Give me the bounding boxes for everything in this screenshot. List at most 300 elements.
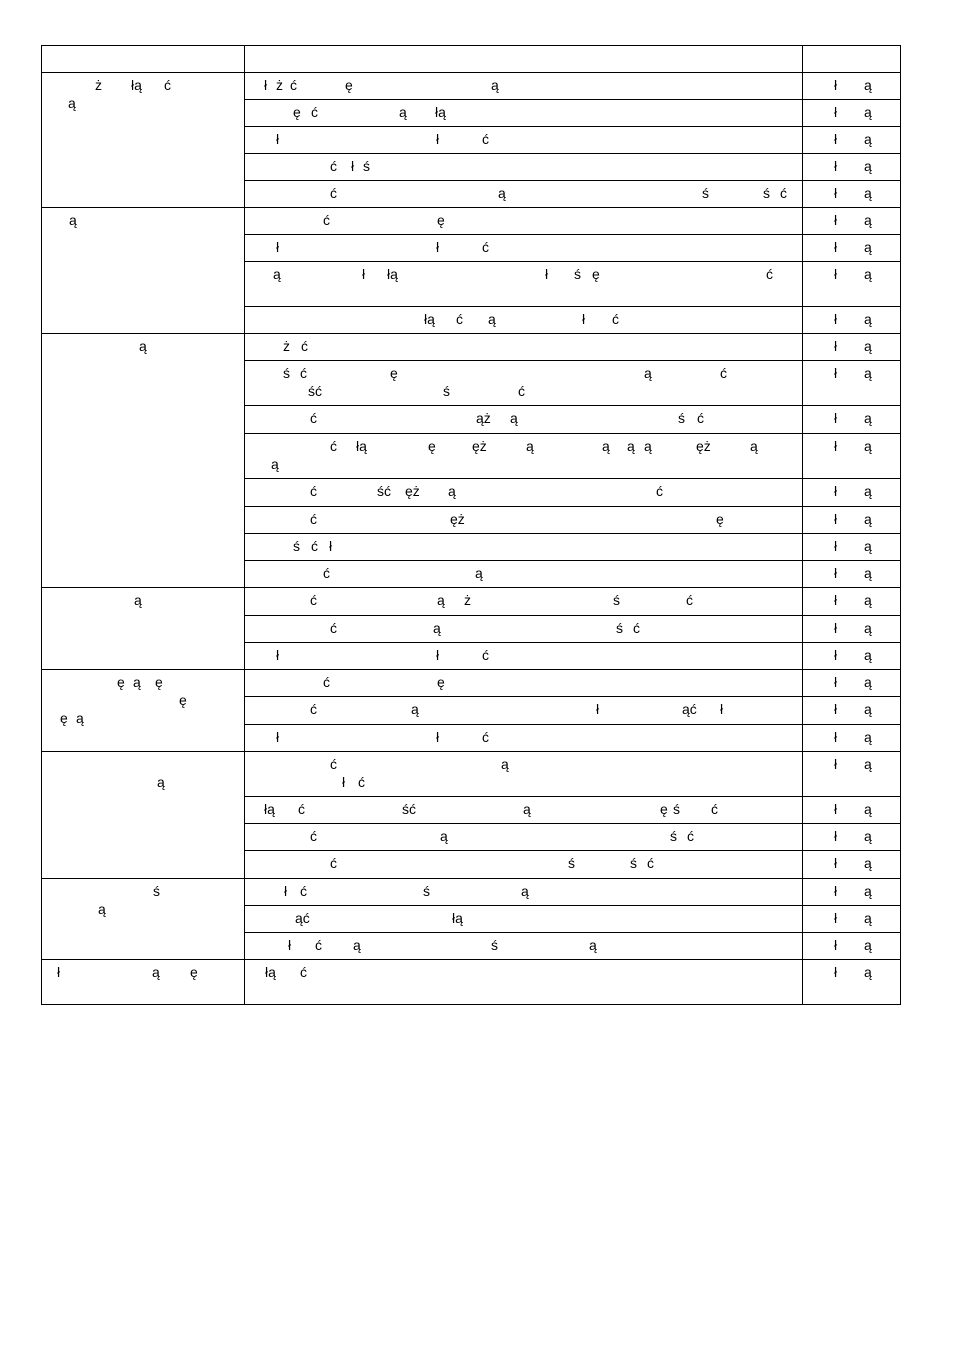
description-text xyxy=(245,127,802,153)
cell-text: ć xyxy=(300,964,307,980)
cell-text: ł xyxy=(834,158,838,174)
cell-text: ć xyxy=(720,365,727,381)
description-text xyxy=(245,235,802,261)
cell-text: ą xyxy=(644,438,652,454)
cell-text: ę xyxy=(190,964,198,980)
cell-text: łą xyxy=(435,104,446,120)
cell-text: ą xyxy=(864,828,872,844)
cell-text: ą xyxy=(491,77,499,93)
description-text xyxy=(245,181,802,207)
table-row xyxy=(42,588,901,616)
description-cell xyxy=(245,507,803,534)
cell-text: ć xyxy=(310,592,317,608)
description-text xyxy=(245,534,802,560)
description-cell xyxy=(245,588,803,616)
cell-text: ą xyxy=(475,565,483,581)
cell-text: ą xyxy=(644,365,652,381)
value-text xyxy=(803,561,900,587)
cell-text: ł xyxy=(264,77,268,93)
cell-text: ł xyxy=(834,674,838,690)
cell-text: ą xyxy=(864,538,872,554)
description-text xyxy=(245,334,802,360)
cell-text: ą xyxy=(864,338,872,354)
cell-text: ć xyxy=(300,883,307,899)
cell-text: ą xyxy=(602,438,610,454)
value-cell xyxy=(803,797,901,824)
cell-text: ć xyxy=(323,212,330,228)
value-cell xyxy=(803,127,901,154)
description-text xyxy=(245,824,802,850)
cell-text: ć xyxy=(310,828,317,844)
cell-text: ś xyxy=(630,855,637,871)
cell-text: ś xyxy=(763,185,770,201)
value-text xyxy=(803,154,900,180)
cell-text: ł xyxy=(834,365,838,381)
cell-text: ą xyxy=(864,266,872,282)
value-text xyxy=(803,73,900,99)
cell-text: ą xyxy=(864,212,872,228)
description-cell xyxy=(245,307,803,334)
cell-text: ą xyxy=(864,511,872,527)
value-cell xyxy=(803,616,901,643)
cell-text: ą xyxy=(134,592,142,608)
cell-text: ęż xyxy=(472,438,487,454)
value-cell xyxy=(803,960,901,1005)
cell-text: ł xyxy=(276,729,280,745)
cell-text: ę xyxy=(437,212,445,228)
cell-text: ś xyxy=(670,828,677,844)
value-text xyxy=(803,670,900,696)
cell-text: ł xyxy=(834,338,838,354)
cell-text: ą xyxy=(864,311,872,327)
value-text xyxy=(803,181,900,207)
category-label xyxy=(42,334,244,587)
cell-text: ą xyxy=(98,901,106,917)
value-cell xyxy=(803,361,901,406)
value-cell xyxy=(803,73,901,100)
cell-text: ść xyxy=(308,383,322,399)
cell-text: ą xyxy=(433,620,441,636)
description-text xyxy=(245,588,802,615)
category-cell xyxy=(42,670,245,752)
cell-text: ć xyxy=(323,565,330,581)
description-text xyxy=(245,960,802,1004)
value-text xyxy=(803,127,900,153)
value-text xyxy=(803,933,900,959)
cell-text: ą xyxy=(864,674,872,690)
cell-text: ć xyxy=(310,410,317,426)
cell-text: ć xyxy=(330,438,337,454)
cell-text: ś xyxy=(574,266,581,282)
cell-text: ś xyxy=(702,185,709,201)
value-cell xyxy=(803,406,901,434)
cell-text: ą xyxy=(157,774,165,790)
value-cell xyxy=(803,235,901,262)
cell-text: ą xyxy=(864,937,872,953)
value-cell xyxy=(803,725,901,752)
description-text xyxy=(245,697,802,724)
description-cell xyxy=(245,616,803,643)
cell-text: ć xyxy=(482,729,489,745)
value-cell xyxy=(803,334,901,361)
cell-text: ą xyxy=(864,158,872,174)
description-cell xyxy=(245,262,803,307)
cell-text: ą xyxy=(864,801,872,817)
cell-text: ł xyxy=(834,438,838,454)
cell-text: ł xyxy=(834,538,838,554)
description-text xyxy=(245,797,802,823)
cell-text: ąć xyxy=(295,910,310,926)
cell-text: ł xyxy=(834,483,838,499)
value-text xyxy=(803,643,900,669)
cell-text: ęż xyxy=(405,483,420,499)
description-cell xyxy=(245,824,803,851)
cell-text: ł xyxy=(834,910,838,926)
cell-text: ą xyxy=(133,674,141,690)
cell-text: ą xyxy=(864,756,872,772)
cell-text: ć xyxy=(330,158,337,174)
value-cell xyxy=(803,534,901,561)
cell-text: ć xyxy=(482,131,489,147)
cell-text: ą xyxy=(864,104,872,120)
category-cell xyxy=(42,879,245,960)
cell-text: ć xyxy=(330,620,337,636)
cell-text: ł xyxy=(834,511,838,527)
value-cell xyxy=(803,851,901,879)
cell-text: ć xyxy=(358,774,365,790)
description-cell xyxy=(245,479,803,507)
description-cell xyxy=(245,154,803,181)
cell-text: ł xyxy=(276,239,280,255)
table-row xyxy=(42,670,901,697)
cell-text: ą xyxy=(864,964,872,980)
cell-text: ę xyxy=(390,365,398,381)
value-cell xyxy=(803,208,901,235)
cell-text: ą xyxy=(864,910,872,926)
cell-text: ę xyxy=(293,104,301,120)
category-label xyxy=(42,960,244,1004)
cell-text: ć xyxy=(612,311,619,327)
cell-text: ą xyxy=(76,710,84,726)
description-cell xyxy=(245,960,803,1005)
cell-text: ś xyxy=(678,410,685,426)
cell-text: ę xyxy=(437,674,445,690)
description-text xyxy=(245,906,802,932)
value-cell xyxy=(803,697,901,725)
value-text xyxy=(803,507,900,533)
description-cell xyxy=(245,334,803,361)
cell-text: ł xyxy=(342,774,346,790)
cell-text: ć xyxy=(310,511,317,527)
cell-text: ł xyxy=(834,964,838,980)
cell-text: ż xyxy=(276,77,283,93)
description-text xyxy=(245,879,802,905)
cell-text: ć xyxy=(311,104,318,120)
cell-text: ć xyxy=(315,937,322,953)
cell-text: ś xyxy=(293,538,300,554)
value-cell xyxy=(803,181,901,208)
cell-text: ą xyxy=(864,131,872,147)
value-cell xyxy=(803,933,901,960)
category-label xyxy=(42,879,244,959)
description-text xyxy=(245,154,802,180)
table-row xyxy=(42,960,901,1005)
table-row xyxy=(42,208,901,235)
cell-text: ć xyxy=(647,855,654,871)
cell-text: ę xyxy=(716,511,724,527)
value-cell xyxy=(803,479,901,507)
cell-text: ś xyxy=(491,937,498,953)
category-label xyxy=(42,208,244,333)
value-cell xyxy=(803,434,901,479)
cell-text: ą xyxy=(498,185,506,201)
value-text xyxy=(803,262,900,306)
cell-text: ć xyxy=(482,239,489,255)
cell-text: ą xyxy=(864,365,872,381)
cell-text: ć xyxy=(310,701,317,717)
value-text xyxy=(803,534,900,560)
cell-text: ł xyxy=(834,620,838,636)
cell-text: łą xyxy=(387,266,398,282)
description-cell xyxy=(245,643,803,670)
cell-text: ł xyxy=(545,266,549,282)
cell-text: ą xyxy=(440,828,448,844)
cell-text: ę xyxy=(117,674,125,690)
cell-text: ą xyxy=(864,483,872,499)
cell-text: ł xyxy=(834,185,838,201)
description-text xyxy=(245,307,802,333)
cell-text: ż xyxy=(464,592,471,608)
cell-text: ł xyxy=(834,883,838,899)
cell-text: ą xyxy=(448,483,456,499)
cell-text: ć xyxy=(697,410,704,426)
value-cell xyxy=(803,879,901,906)
description-cell xyxy=(245,725,803,752)
cell-text: ł xyxy=(276,131,280,147)
header-cell-value xyxy=(803,46,901,73)
category-label xyxy=(42,670,244,751)
cell-text: ł xyxy=(834,701,838,717)
cell-text: ęż xyxy=(696,438,711,454)
cell-text: ł xyxy=(834,266,838,282)
cell-text: ł xyxy=(834,311,838,327)
cell-text: ą xyxy=(864,438,872,454)
description-text xyxy=(245,361,802,405)
description-cell xyxy=(245,208,803,235)
category-cell xyxy=(42,73,245,208)
cell-text: ą xyxy=(864,620,872,636)
cell-text: ą xyxy=(864,239,872,255)
cell-text: ć xyxy=(633,620,640,636)
description-text xyxy=(245,851,802,878)
table-body xyxy=(42,46,901,1005)
cell-text: ć xyxy=(310,483,317,499)
cell-text: ł xyxy=(436,239,440,255)
value-text xyxy=(803,797,900,823)
cell-text: ą xyxy=(864,855,872,871)
category-cell xyxy=(42,960,245,1005)
category-cell xyxy=(42,752,245,879)
value-cell xyxy=(803,670,901,697)
cell-text: ł xyxy=(288,937,292,953)
description-cell xyxy=(245,561,803,588)
value-cell xyxy=(803,100,901,127)
cell-text: łą xyxy=(424,311,435,327)
value-cell xyxy=(803,752,901,797)
category-label xyxy=(42,752,244,878)
cell-text: ł xyxy=(834,104,838,120)
cell-text: ł xyxy=(351,158,355,174)
cell-text: ł xyxy=(834,756,838,772)
description-cell xyxy=(245,73,803,100)
cell-text: ł xyxy=(582,311,586,327)
category-label xyxy=(42,588,244,669)
value-text xyxy=(803,307,900,333)
cell-text: ą xyxy=(353,937,361,953)
cell-text: ą xyxy=(864,883,872,899)
description-cell xyxy=(245,181,803,208)
cell-text: ć xyxy=(686,592,693,608)
cell-text: ś xyxy=(283,365,290,381)
cell-text: ć xyxy=(330,756,337,772)
cell-text: ę xyxy=(592,266,600,282)
description-cell xyxy=(245,235,803,262)
cell-text: ą xyxy=(68,95,76,111)
description-text xyxy=(245,479,802,506)
table-row xyxy=(42,73,901,100)
description-cell xyxy=(245,361,803,406)
cell-text: ą xyxy=(501,756,509,772)
cell-text: ł xyxy=(834,855,838,871)
cell-text: ą xyxy=(750,438,758,454)
cell-text: ę xyxy=(179,692,187,708)
table-row xyxy=(42,752,901,797)
cell-text: ą xyxy=(399,104,407,120)
cell-text: ć xyxy=(330,185,337,201)
value-cell xyxy=(803,561,901,588)
cell-text: ę xyxy=(155,674,163,690)
value-text xyxy=(803,406,900,433)
cell-text: ą xyxy=(864,701,872,717)
cell-text: ą xyxy=(437,592,445,608)
cell-text: ś xyxy=(423,883,430,899)
cell-text: ąż xyxy=(476,410,491,426)
cell-text: ś xyxy=(443,383,450,399)
cell-text: ć xyxy=(711,801,718,817)
cell-text: ę xyxy=(660,801,668,817)
description-text xyxy=(245,208,802,234)
cell-text: ą xyxy=(271,456,279,472)
cell-text: ł xyxy=(834,212,838,228)
value-cell xyxy=(803,824,901,851)
description-text xyxy=(245,670,802,696)
cell-text: ł xyxy=(436,647,440,663)
description-text xyxy=(245,752,802,796)
table-row xyxy=(42,334,901,361)
document-table xyxy=(41,45,901,1005)
value-cell xyxy=(803,507,901,534)
cell-text: ł xyxy=(436,729,440,745)
cell-text: ą xyxy=(521,883,529,899)
cell-text: ś xyxy=(568,855,575,871)
cell-text: ł xyxy=(362,266,366,282)
category-cell xyxy=(42,334,245,588)
description-text xyxy=(245,933,802,959)
value-cell xyxy=(803,588,901,616)
cell-text: ł xyxy=(834,729,838,745)
cell-text: ł xyxy=(834,77,838,93)
value-text xyxy=(803,235,900,261)
cell-text: ś xyxy=(616,620,623,636)
cell-text: ą xyxy=(864,410,872,426)
cell-text: ą xyxy=(273,266,281,282)
description-cell xyxy=(245,697,803,725)
cell-text: ą xyxy=(864,647,872,663)
cell-text: ł xyxy=(329,538,333,554)
description-cell xyxy=(245,534,803,561)
value-cell xyxy=(803,307,901,334)
cell-text: ł xyxy=(57,964,61,980)
value-cell xyxy=(803,154,901,181)
category-label xyxy=(42,73,244,207)
cell-text: ł xyxy=(834,937,838,953)
cell-text: ć xyxy=(482,647,489,663)
description-cell xyxy=(245,752,803,797)
cell-text: ć xyxy=(311,538,318,554)
description-cell xyxy=(245,406,803,434)
value-text xyxy=(803,479,900,506)
value-text xyxy=(803,616,900,642)
description-text xyxy=(245,616,802,642)
cell-text: ść xyxy=(377,483,391,499)
cell-text: łą xyxy=(264,801,275,817)
cell-text: ą xyxy=(627,438,635,454)
cell-text: ż xyxy=(283,338,290,354)
cell-text: ą xyxy=(864,729,872,745)
cell-text: ł xyxy=(834,647,838,663)
cell-text: łą xyxy=(265,964,276,980)
cell-text: ć xyxy=(290,77,297,93)
cell-text: ś xyxy=(673,801,680,817)
value-text xyxy=(803,725,900,751)
cell-text: ł xyxy=(834,565,838,581)
description-cell xyxy=(245,933,803,960)
value-text xyxy=(803,851,900,878)
cell-text: ć xyxy=(330,855,337,871)
value-cell xyxy=(803,643,901,670)
cell-text: ś xyxy=(613,592,620,608)
description-text xyxy=(245,561,802,587)
value-text xyxy=(803,906,900,932)
cell-text: ę xyxy=(345,77,353,93)
description-cell xyxy=(245,906,803,933)
value-text xyxy=(803,434,900,478)
cell-text: ł xyxy=(834,131,838,147)
value-text xyxy=(803,960,900,1004)
cell-text: ś xyxy=(363,158,370,174)
cell-text: ą xyxy=(411,701,419,717)
cell-text: ć xyxy=(456,311,463,327)
cell-text: ą xyxy=(864,565,872,581)
cell-text: ł xyxy=(834,592,838,608)
cell-text: ą xyxy=(864,185,872,201)
cell-text: ć xyxy=(298,801,305,817)
value-text xyxy=(803,752,900,796)
description-cell xyxy=(245,797,803,824)
value-text xyxy=(803,208,900,234)
cell-text: ć xyxy=(301,338,308,354)
value-text xyxy=(803,361,900,405)
